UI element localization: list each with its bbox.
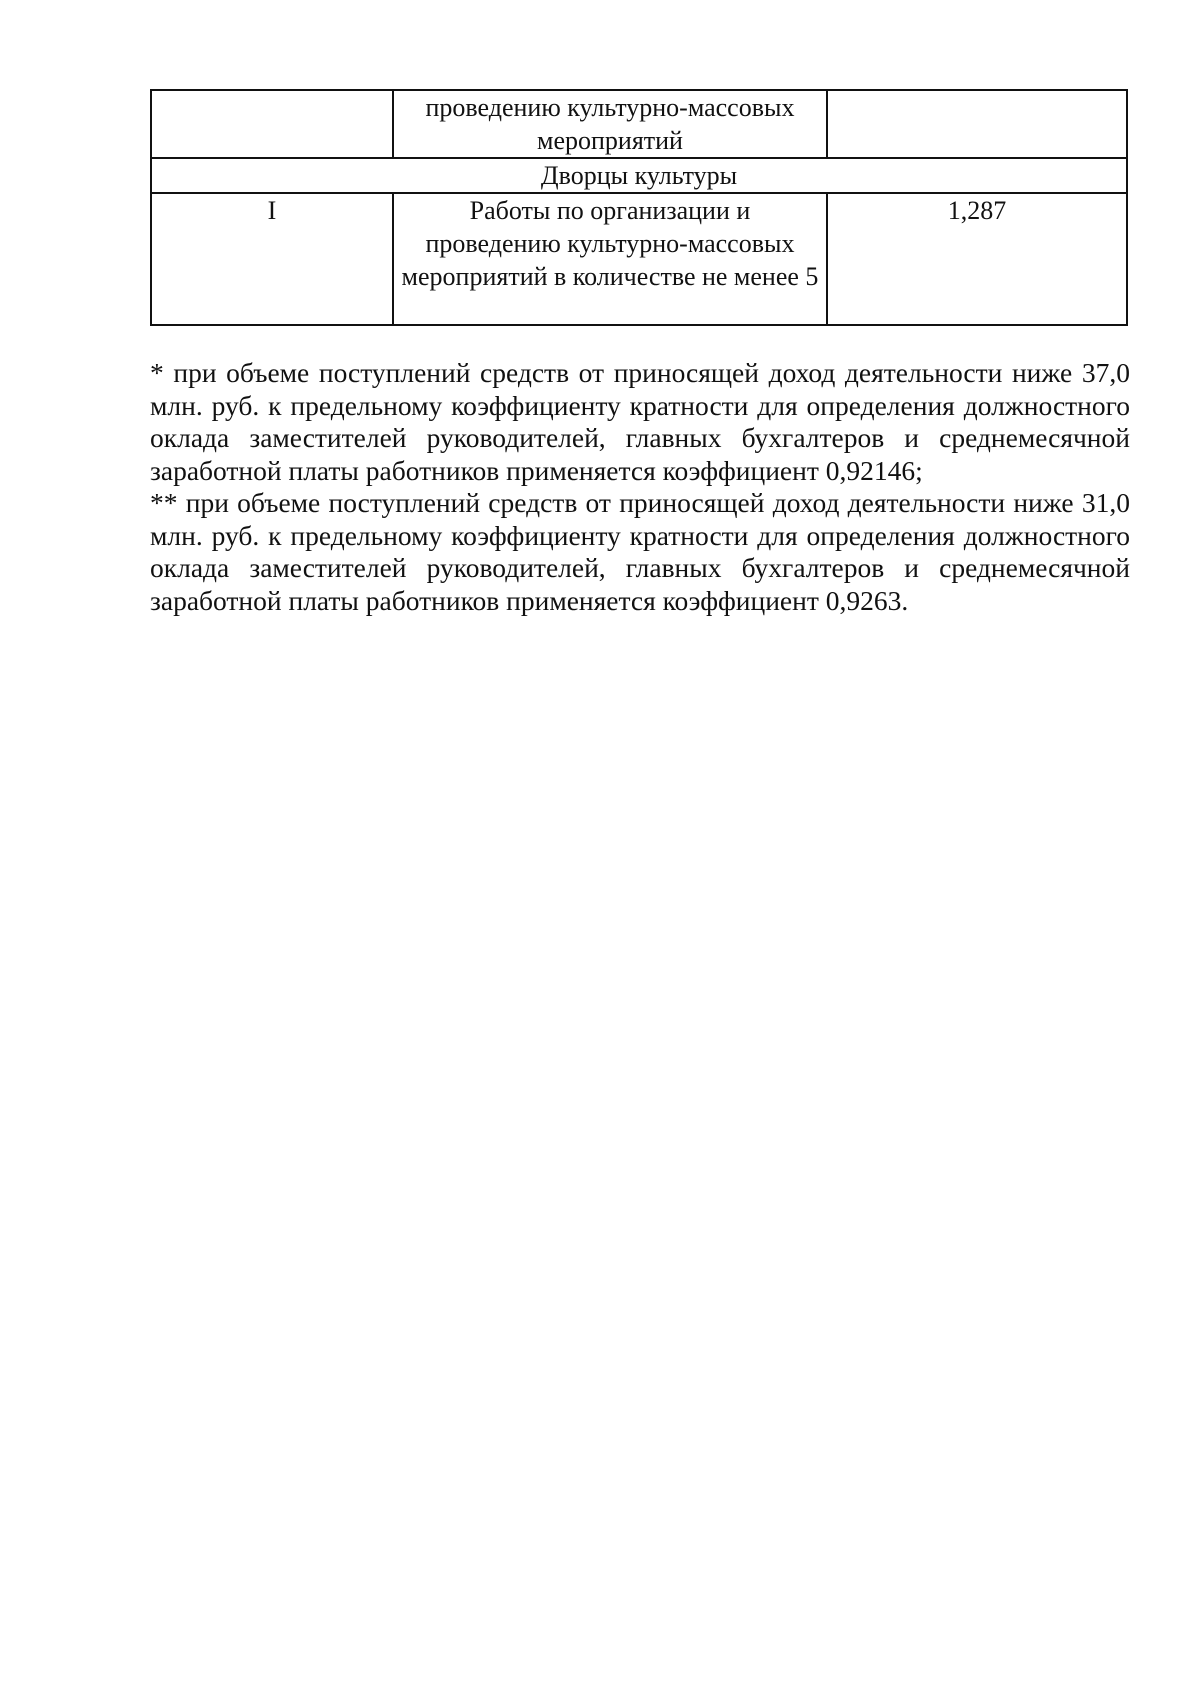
table-row bbox=[151, 193, 1127, 325]
table-cell-description: проведению культурно-массовых мероприятий bbox=[393, 90, 827, 158]
table-cell-description: Работы по организации и проведению культурно-массовых мероприятий в количестве не менее 5 bbox=[393, 193, 827, 325]
coefficient-table bbox=[150, 89, 1128, 326]
table-section-row bbox=[151, 158, 1127, 193]
footnotes bbox=[150, 357, 1130, 617]
footnote-two: ** при объеме поступлений средств от приносящей доход деятельности ниже 31,0 млн. руб. к предельному коэффициенту кратности для определения должностного оклада заместителей руководителей, главных бухгалтеров и среднемесячной заработной платы работников применяется коэффициент 0,9263. bbox=[150, 487, 1130, 616]
table-cell-group: I bbox=[151, 193, 393, 325]
table-cell-coefficient bbox=[827, 90, 1127, 158]
table-row bbox=[151, 90, 1127, 158]
table-cell-group bbox=[151, 90, 393, 158]
footnote-one: * при объеме поступлений средств от приносящей доход деятельности ниже 37,0 млн. руб. к предельному коэффициенту кратности для определения должностного оклада заместителей руководителей, главных бухгалтеров и среднемесячной заработной платы работников применяется коэффициент 0,92146; bbox=[150, 357, 1130, 486]
section-header-cell: Дворцы культуры bbox=[151, 158, 1127, 193]
table-cell-coefficient: 1,287 bbox=[827, 193, 1127, 325]
